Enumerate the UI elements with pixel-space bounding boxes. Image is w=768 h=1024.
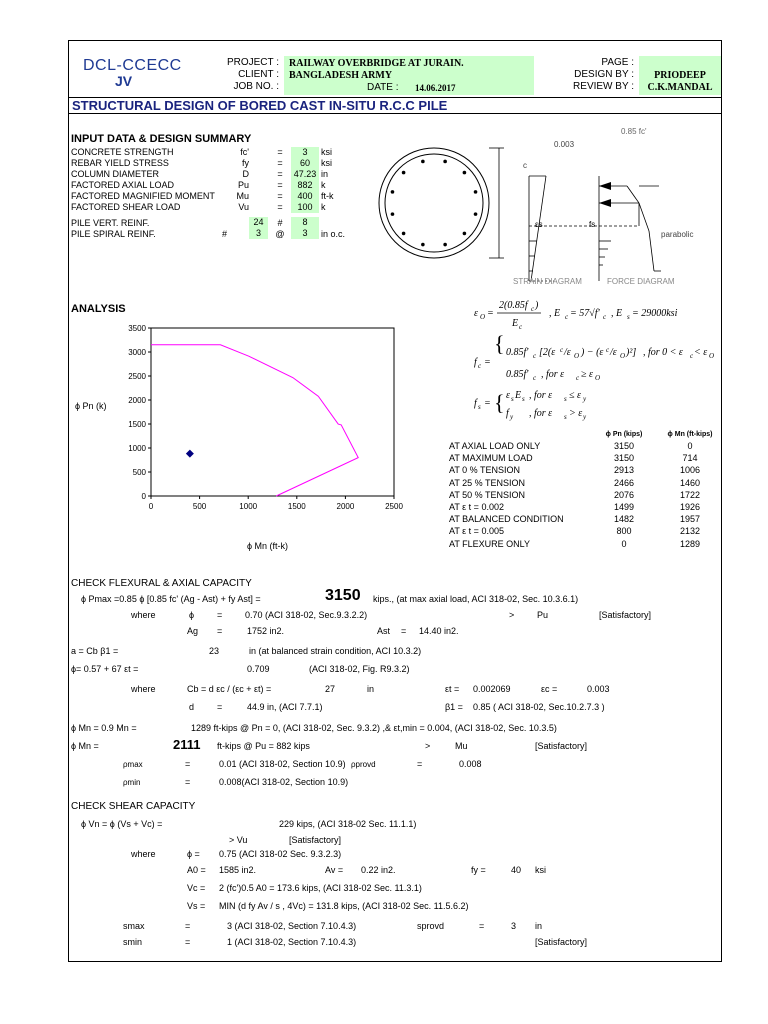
result-label: AT AXIAL LOAD ONLY (449, 441, 541, 451)
y-tick-label: 0 (141, 492, 146, 501)
spiral-reinf-unit: in o.c. (321, 229, 346, 239)
input-value: 3 (291, 147, 319, 158)
interaction-chart (69, 321, 409, 551)
result-pn: 1499 (613, 502, 635, 512)
y-tick-label: 3500 (128, 324, 146, 333)
x-tick-label: 2500 (385, 502, 403, 511)
pile-outline (379, 148, 489, 258)
cb-unit: in (367, 684, 375, 694)
input-label: FACTORED AXIAL LOAD (71, 180, 175, 190)
rmax-symbol: ρmax (123, 760, 143, 769)
svg-text:s: s (564, 395, 567, 403)
svg-text:s: s (478, 403, 481, 411)
page-label: PAGE : (601, 57, 634, 68)
svg-text:, for ε: , for ε (541, 369, 565, 380)
d-symbol: d (189, 702, 195, 712)
rebar-dot (443, 160, 447, 164)
analysis-heading: ANALYSIS (71, 303, 126, 315)
pu-symbol: Pu (537, 610, 549, 620)
reviewby-label: REVIEW BY : (573, 81, 634, 92)
phi2-value: 0.709 (247, 664, 270, 674)
rebar-dot (463, 232, 467, 236)
svg-text:c: c (533, 352, 537, 360)
rebar-dot (391, 212, 395, 216)
label-fs: fs (589, 220, 596, 229)
svg-text:O: O (574, 352, 580, 360)
mn1-value: 1289 ft-kips @ Pn = 0, (ACI 318-02, Sec. 9.3.2) ,& εt,min = 0.004, (ACI 318-02, Sec. 10.3.5) (191, 723, 557, 733)
input-unit: ksi (321, 158, 332, 168)
input-label: COLUMN DIAMETER (71, 169, 160, 179)
rebar-dot (443, 243, 447, 247)
svg-text:)²]: )²] (626, 347, 637, 358)
jobno-label: JOB NO. : (233, 81, 279, 92)
spiral-reinf-hash: # (222, 229, 228, 239)
svg-text:= 29000ksi: = 29000ksi (632, 308, 678, 319)
input-symbol: Vu (238, 202, 249, 212)
input-label: FACTORED SHEAR LOAD (71, 202, 181, 212)
svg-text:f: f (506, 408, 509, 419)
svg-text:> ε: > ε (569, 408, 583, 419)
a-value: 23 (209, 646, 220, 656)
input-unit: ksi (321, 147, 332, 157)
project-label: PROJECT : (226, 57, 279, 68)
input-heading: INPUT DATA & DESIGN SUMMARY (71, 133, 252, 145)
phi-value: 0.70 (ACI 318-02, Sec.9.3.2.2) (245, 610, 368, 620)
ag-value: 1752 in2. (247, 626, 285, 636)
flexural-heading: CHECK FLEXURAL & AXIAL CAPACITY (71, 578, 252, 589)
smin-value: 1 (ACI 318-02, Section 7.10.4.3) (227, 937, 357, 947)
pile-section-diagram (349, 121, 719, 291)
shear-phi-value: 0.75 (ACI 318-02 Sec. 9.3.2.3) (219, 849, 342, 859)
shear-satisfactory-2: [Satisfactory] (535, 937, 588, 947)
rebar-dot (474, 190, 478, 194)
smax-eq: = (185, 921, 191, 931)
col-pn-header: ϕ Pn (kips) (605, 431, 643, 438)
cb-value: 27 (325, 684, 336, 694)
spiral-reinf-label: PILE SPIRAL REINF. (71, 229, 156, 239)
spiral-reinf-at: @ (275, 229, 285, 239)
et-symbol: εt = (445, 684, 460, 694)
input-symbol: Pu (237, 180, 249, 190)
fy-symbol: fy = (471, 865, 486, 875)
x-tick-label: 2000 (336, 502, 355, 511)
a0-value: 1585 in2. (219, 865, 257, 875)
spiral-reinf-spacing: 3 (291, 228, 319, 239)
flexural-satisfactory-1: [Satisfactory] (599, 610, 652, 620)
result-mn: 0 (687, 441, 693, 451)
input-equals: = (277, 180, 283, 190)
gt-mu: > (425, 741, 431, 751)
a0-symbol: A0 = (187, 865, 206, 875)
input-unit: k (321, 180, 326, 190)
label-085fc: 0.85 fc' (621, 127, 647, 136)
result-mn: 2132 (679, 526, 701, 537)
label-strain-diagram: STRAIN DIAGRAM (513, 277, 582, 286)
result-label: AT 50 % TENSION (449, 489, 526, 500)
date-value: 14.06.2017 (415, 83, 456, 93)
input-symbol: Mu (236, 191, 249, 201)
et-value: 0.002069 (473, 684, 511, 694)
rebar-dot (402, 232, 406, 236)
company-logo-line2: JV (115, 73, 133, 89)
svg-text:O: O (620, 352, 626, 360)
y-tick-label: 2000 (128, 396, 146, 405)
ast-eq: = (401, 626, 407, 636)
label-force-diagram: FORCE DIAGRAM (607, 277, 675, 286)
x-tick-label: 0 (148, 502, 154, 511)
svg-text:y: y (583, 413, 587, 421)
svg-text:[2(ε: [2(ε (539, 347, 556, 358)
input-equals: = (277, 169, 283, 179)
svg-text:, for 0 < ε: , for 0 < ε (643, 347, 683, 358)
svg-text:, for ε: , for ε (529, 390, 553, 401)
fy-unit: ksi (535, 865, 546, 875)
x-tick-label: 500 (192, 502, 207, 511)
vs-value: MIN (d fy Av / s , 4Vc) = 131.8 kips, (ACI 318-02 Sec. 11.5.6.2) (219, 901, 469, 911)
svg-text:/ε: /ε (564, 347, 571, 358)
svg-text:c: c (560, 346, 564, 354)
result-pn: 2466 (613, 477, 635, 488)
chart-xlabel: ϕ Mn (ft-k) (247, 541, 289, 551)
svg-text:c: c (576, 374, 580, 382)
svg-text:= 57√f': = 57√f' (570, 308, 600, 319)
y-tick-label: 2500 (128, 372, 146, 381)
result-mn: 1926 (679, 502, 701, 512)
d-eq: = (217, 702, 223, 712)
svg-text:f: f (474, 357, 477, 368)
rebar-dot (463, 171, 467, 175)
client-value: BANGLADESH ARMY (289, 70, 393, 81)
rmin-value: 0.008(ACI 318-02, Section 10.9) (219, 777, 349, 787)
gt-pu: > (509, 610, 515, 620)
shear-satisfactory-1: [Satisfactory] (289, 835, 342, 845)
phi2-expression: ϕ= 0.57 + 67 εt = (71, 664, 139, 674)
a-note: in (at balanced strain condition, ACI 10.3.2) (249, 646, 422, 656)
ag-eq: = (217, 626, 223, 636)
svg-text:c: c (533, 374, 537, 382)
result-label: AT BALANCED CONDITION (449, 514, 564, 525)
av-symbol: Av = (325, 865, 344, 875)
input-label: CONCRETE STRENGTH (71, 147, 174, 157)
svg-text:{: { (494, 331, 505, 356)
input-symbol: fy (241, 158, 249, 168)
rmax-value: 0.01 (ACI 318-02, Section 10.9) (219, 759, 346, 769)
fy-value: 40 (511, 865, 522, 875)
result-pn: 800 (616, 526, 632, 537)
cb-expression: Cb = d εc / (εc + εt) = (187, 684, 272, 694)
rebar-dot (391, 190, 395, 194)
pmax-expression: ϕ Pmax =0.85 ϕ [0.85 fc' (Ag - Ast) + fy Ast] = (81, 594, 261, 604)
input-unit: k (321, 202, 326, 212)
mn2-note: ft-kips @ Pu = 882 kips (217, 741, 310, 751)
reviewby-value: C.K.MANDAL (647, 82, 713, 93)
vert-reinf-num: 24 (249, 217, 268, 228)
designby-value: PRIODEEP (654, 70, 706, 81)
material-formulas (469, 293, 721, 428)
svg-text:): ) (535, 300, 539, 311)
input-equals: = (277, 191, 283, 201)
label-c: c (523, 161, 527, 170)
shear-heading: CHECK SHEAR CAPACITY (71, 801, 196, 812)
input-equals: = (277, 158, 283, 168)
plot-area (151, 328, 394, 496)
rprovd-value: 0.008 (459, 759, 482, 769)
input-symbol: fc' (240, 147, 249, 157)
svg-text:E: E (515, 390, 522, 401)
svg-text:2(0.85f: 2(0.85f (499, 300, 528, 311)
rebar-dot (421, 243, 425, 247)
ast-value: 14.40 in2. (419, 626, 459, 636)
svg-text:O: O (709, 352, 715, 360)
x-tick-label: 1500 (287, 502, 306, 511)
rprovd-symbol: ρprovd (351, 760, 376, 769)
svg-text:≥ ε: ≥ ε (581, 369, 593, 380)
svg-text:c: c (565, 313, 569, 321)
page-title: STRUCTURAL DESIGN OF BORED CAST IN-SITU R.C.C PILE (72, 98, 448, 113)
input-value: 882 (291, 180, 319, 191)
calculation-sheet (68, 40, 722, 962)
result-label: AT FLEXURE ONLY (449, 538, 531, 549)
svg-text:O: O (480, 313, 486, 321)
svg-text:{: { (494, 390, 505, 415)
vc-value: 2 (fc')0.5 A0 = 173.6 kips, (ACI 318-02 Sec. 11.3.1) (219, 883, 422, 893)
rmin-eq: = (185, 777, 191, 787)
svg-text:O: O (595, 374, 601, 382)
gt-vu: > Vu (229, 835, 248, 845)
col-mn-header: ϕ Mn (ft-kips) (667, 431, 713, 438)
svg-text:ε: ε (506, 390, 510, 401)
y-tick-label: 1500 (128, 420, 146, 429)
svg-text:c: c (603, 313, 607, 321)
mu-symbol: Mu (455, 741, 468, 751)
label-es: εs (535, 220, 543, 229)
smax-symbol: smax (123, 921, 145, 931)
smin-eq: = (185, 937, 191, 947)
svg-text:c: c (690, 352, 694, 360)
svg-text:≤ ε: ≤ ε (569, 390, 581, 401)
vn-value: 229 kips, (ACI 318-02 Sec. 11.1.1) (279, 819, 417, 829)
b1-symbol: β1 = (445, 702, 463, 712)
result-pn: 3150 (613, 441, 635, 451)
phi2-note: (ACI 318-02, Fig. R9.3.2) (309, 664, 410, 674)
rebar-dot (402, 171, 406, 175)
svg-text:, E: , E (549, 308, 561, 319)
y-tick-label: 500 (132, 468, 146, 477)
ag-symbol: Ag (187, 626, 199, 636)
where-label-2: where (131, 684, 156, 694)
svg-text:0.85f': 0.85f' (506, 347, 529, 358)
input-equals: = (277, 202, 283, 212)
input-value: 47.23 (291, 169, 319, 180)
input-value: 100 (291, 202, 319, 213)
header-divider-bottom (69, 113, 721, 114)
company-logo-line1: DCL-CCECC (83, 57, 182, 74)
svg-text:s: s (511, 395, 514, 403)
input-value: 60 (291, 158, 319, 169)
result-pn: 2913 (613, 465, 635, 476)
result-mn: 1006 (679, 465, 701, 476)
spiral-outline (385, 154, 483, 252)
y-tick-label: 3000 (128, 348, 146, 357)
label-0003: 0.003 (554, 140, 575, 149)
sprovd-unit: in (535, 921, 543, 931)
a-expression: a = Cb β1 = (71, 646, 119, 656)
svg-text:c: c (531, 305, 535, 313)
result-pn: 1482 (613, 514, 635, 525)
result-mn: 1957 (679, 514, 701, 525)
vs-symbol: Vs = (187, 901, 206, 911)
svg-text:0.85f': 0.85f' (506, 369, 529, 380)
ast-symbol: Ast (377, 626, 391, 636)
smin-symbol: smin (123, 937, 143, 947)
svg-text:< ε: < ε (694, 347, 708, 358)
result-label: AT ε t = 0.002 (449, 502, 504, 512)
phi-eq: = (217, 610, 223, 620)
result-mn: 714 (682, 453, 698, 464)
mn1-expression: ϕ Mn = 0.9 Mn = (71, 723, 137, 733)
input-label: REBAR YIELD STRESS (71, 158, 169, 168)
svg-text:ε: ε (474, 308, 478, 319)
result-label: AT 0 % TENSION (449, 465, 521, 476)
rebar-dot (421, 160, 425, 164)
b1-value: 0.85 ( ACI 318-02, Sec.10.2.7.3 ) (473, 702, 605, 712)
rmax-eq: = (185, 759, 191, 769)
svg-text:=: = (487, 308, 494, 319)
result-mn: 1460 (679, 477, 701, 488)
sprovd-eq: = (479, 921, 485, 931)
sprovd-value: 3 (511, 921, 517, 931)
vert-reinf-label: PILE VERT. REINF. (71, 218, 150, 228)
result-mn: 1722 (679, 489, 701, 500)
svg-text:, for ε: , for ε (529, 408, 553, 419)
result-label: AT MAXIMUM LOAD (449, 453, 533, 464)
ec-value: 0.003 (587, 684, 610, 694)
result-pn: 3150 (613, 453, 635, 464)
vert-reinf-hash: # (277, 218, 283, 228)
input-value: 400 (291, 191, 319, 202)
rebar-dot (474, 212, 478, 216)
date-label: DATE : (367, 82, 399, 93)
spiral-reinf-size: 3 (249, 228, 268, 239)
result-label: AT ε t = 0.005 (449, 526, 504, 537)
rprovd-eq: = (417, 759, 423, 769)
label-parabolic: parabolic (661, 230, 694, 239)
svg-text:c: c (478, 362, 482, 370)
svg-text:s: s (627, 313, 630, 321)
chart-ylabel: ϕ Pn (k) (75, 401, 107, 411)
svg-text:s: s (564, 413, 567, 421)
pmax-value: 3150 (325, 587, 361, 604)
svg-text:E: E (512, 318, 519, 329)
d-value: 44.9 in, (ACI 7.7.1) (247, 702, 323, 712)
client-label: CLIENT : (238, 69, 279, 80)
input-label: FACTORED MAGNIFIED MOMENT (71, 191, 215, 201)
rmin-symbol: ρmin (123, 778, 141, 787)
project-value: RAILWAY OVERBRIDGE AT JURAIN. (289, 58, 464, 69)
shear-where: where (131, 849, 156, 859)
smax-value: 3 (ACI 318-02, Section 7.10.4.3) (227, 921, 357, 931)
x-tick-label: 1000 (239, 502, 258, 511)
svg-text:, E: , E (611, 308, 623, 319)
input-equals: = (277, 147, 283, 157)
svg-text:s: s (522, 395, 525, 403)
svg-text:c: c (519, 323, 523, 331)
svg-text:/ε: /ε (610, 347, 617, 358)
input-symbol: D (242, 169, 249, 179)
svg-text:=: = (484, 357, 491, 368)
vc-symbol: Vc = (187, 883, 206, 893)
result-pn: 0 (621, 538, 627, 549)
input-unit: in (321, 169, 329, 179)
phi-symbol: ϕ (189, 610, 195, 620)
result-pn: 2076 (613, 489, 635, 500)
y-tick-label: 1000 (128, 444, 146, 453)
vert-reinf-size: 8 (291, 217, 319, 228)
input-unit: ft-k (321, 191, 334, 201)
sprovd-symbol: sprovd (417, 921, 445, 931)
ec-symbol: εc = (541, 684, 558, 694)
svg-text:y: y (510, 413, 514, 421)
mn2-expression: ϕ Mn = (71, 741, 99, 751)
mn2-value: 2111 (173, 737, 201, 752)
where-label-1: where (131, 610, 156, 620)
svg-text:f: f (474, 398, 477, 409)
svg-text:=: = (484, 398, 491, 409)
svg-text:y: y (583, 395, 587, 403)
result-mn: 1289 (679, 538, 701, 549)
designby-label: DESIGN BY : (574, 69, 634, 80)
result-label: AT 25 % TENSION (449, 477, 526, 488)
pmax-note: kips., (at max axial load, ACI 318-02, Sec. 10.3.6.1) (373, 594, 579, 604)
av-value: 0.22 in2. (361, 865, 396, 875)
vn-expression: ϕ Vn = ϕ (Vs + Vc) = (81, 819, 163, 829)
svg-text:c: c (606, 346, 610, 354)
svg-text:) − (ε: ) − (ε (581, 347, 604, 358)
shear-phi-symbol: ϕ = (187, 849, 200, 859)
flexural-satisfactory-2: [Satisfactory] (535, 741, 588, 751)
